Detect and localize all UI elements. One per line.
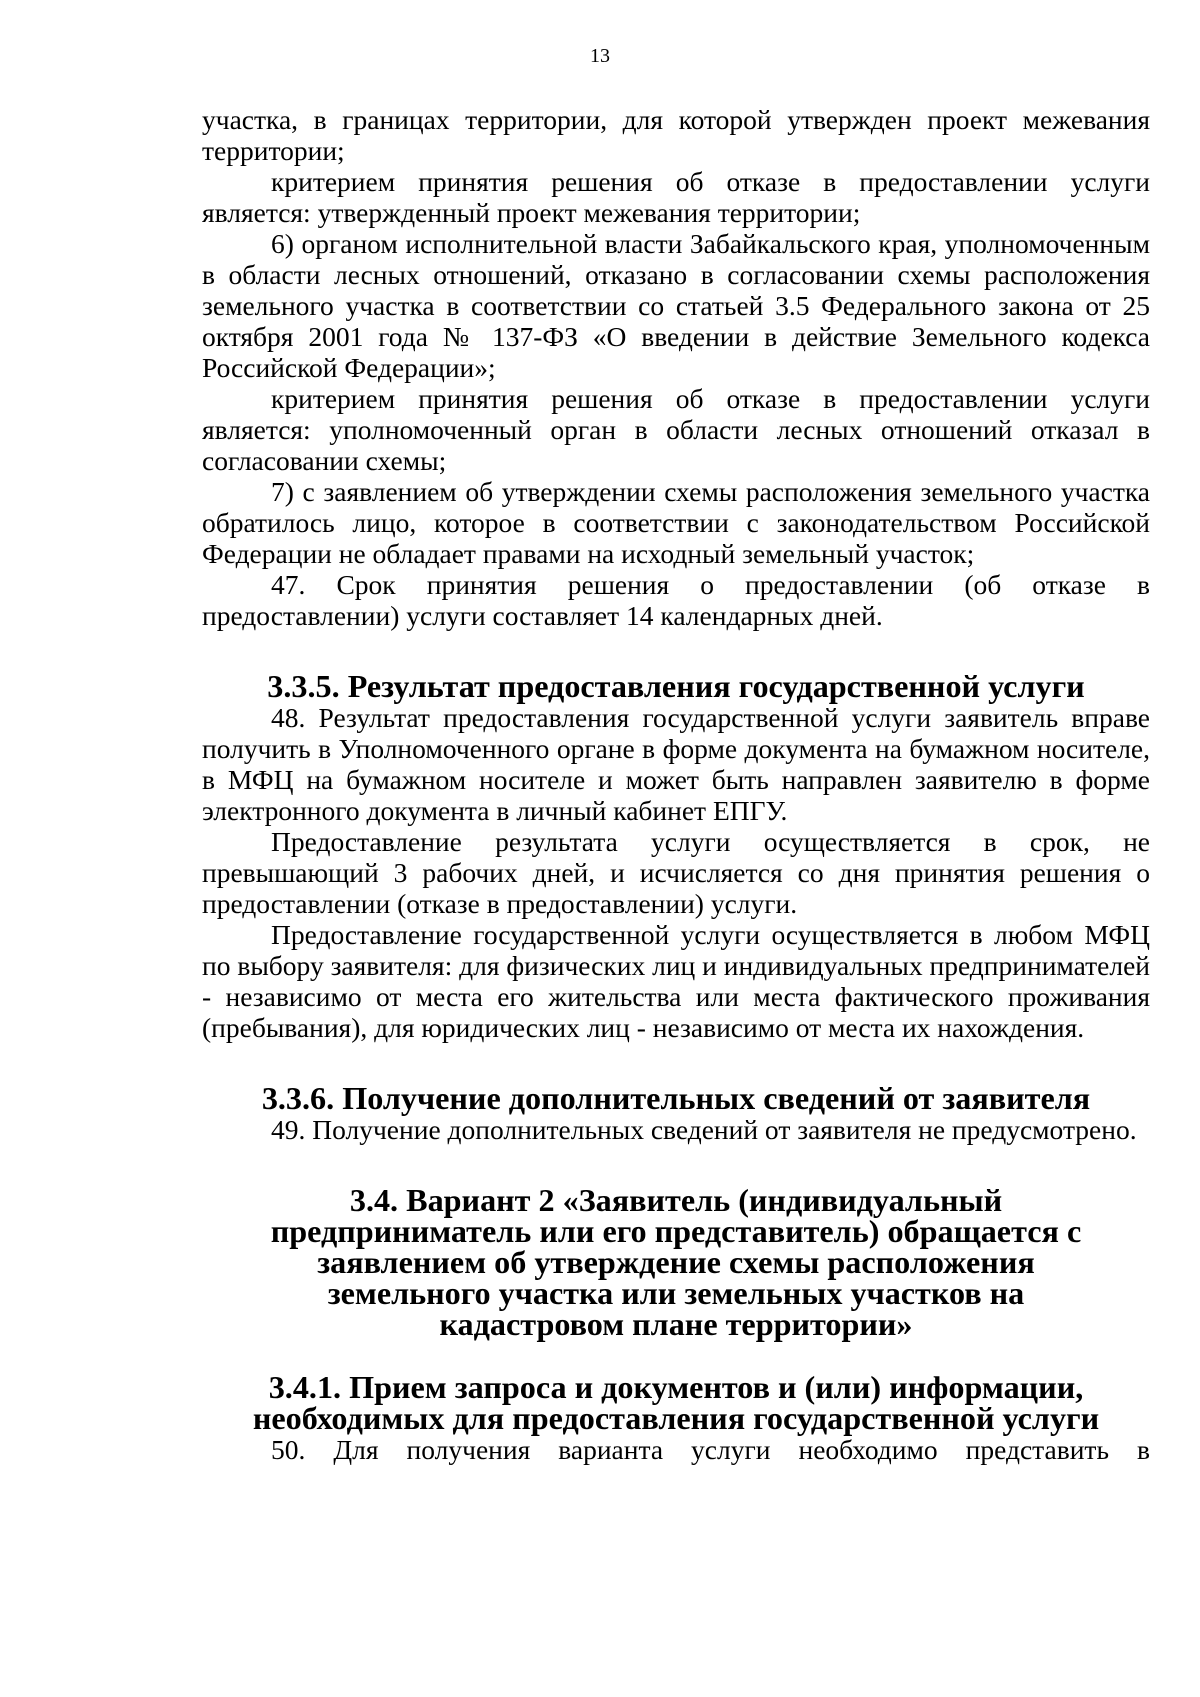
heading-3-3-5: 3.3.5. Результат предоставления государственной услуги — [267, 668, 1085, 704]
heading-3-4: 3.4. Вариант 2 «Заявитель (индивидуальный предприниматель или его представитель) обращается с заявлением об утверждение схемы расположения земельного участка или земельных участков на кадастровом плане территории» — [270, 1182, 1082, 1342]
paragraph-criterion-2: критерием принятия решения об отказе в предоставлении услуги является: уполномоченный орган в области лесных отношений отказал в согласовании схемы; — [202, 383, 1150, 476]
paragraph-50: 50. Для получения варианта услуги необходимо представить в — [271, 1434, 1150, 1465]
paragraph-item-7: 7) с заявлением об утверждении схемы расположения земельного участка обратилось лицо, которое в соответствии с законодательством Российской Федерации не обладает правами на исходный земельный участок; — [202, 476, 1150, 569]
paragraph-continuation: участка, в границах территории, для которой утвержден проект межевания территории; — [202, 104, 1150, 166]
page-number: 13 — [590, 45, 610, 67]
paragraph-result-term: Предоставление результата услуги осуществляется в срок, не превышающий 3 рабочих дней, и исчисляется со дня принятия решения о предоставлении (отказе в предоставлении) услуги. — [202, 826, 1150, 919]
paragraph-49: 49. Получение дополнительных сведений от заявителя не предусмотрено. — [271, 1114, 1137, 1145]
paragraph-48: 48. Результат предоставления государственной услуги заявитель вправе получить в Уполномоченного органе в форме документа на бумажном носителе, в МФЦ на бумажном носителе и может быть направлен заявителю в форме электронного документа в личный кабинет ЕПГУ. — [202, 702, 1150, 826]
paragraph-mfc-choice: Предоставление государственной услуги осуществляется в любом МФЦ по выбору заявителя: для физических лиц и индивидуальных предпринимателей - независимо от места его жительства или места фактического проживания (пребывания), для юридических лиц - независимо от места их нахождения. — [202, 919, 1150, 1043]
document-body — [202, 104, 1150, 1465]
heading-3-4-1: 3.4.1. Прием запроса и документов и (или) информации, необходимых для предоставления государственной услуги — [252, 1369, 1100, 1436]
paragraph-criterion-1: критерием принятия решения об отказе в предоставлении услуги является: утвержденный проект межевания территории; — [202, 166, 1150, 228]
paragraph-item-6: 6) органом исполнительной власти Забайкальского края, уполномоченным в области лесных отношений, отказано в согласовании схемы расположения земельного участка в соответствии со статьей 3.5 Федерального закона от 25 октября 2001 года № 137-ФЗ «О введении в действие Земельного кодекса Российской Федерации»; — [202, 228, 1150, 383]
paragraph-47: 47. Срок принятия решения о предоставлении (об отказе в предоставлении) услуги составляет 14 календарных дней. — [202, 569, 1150, 631]
heading-3-3-6: 3.3.6. Получение дополнительных сведений от заявителя — [261, 1080, 1091, 1116]
